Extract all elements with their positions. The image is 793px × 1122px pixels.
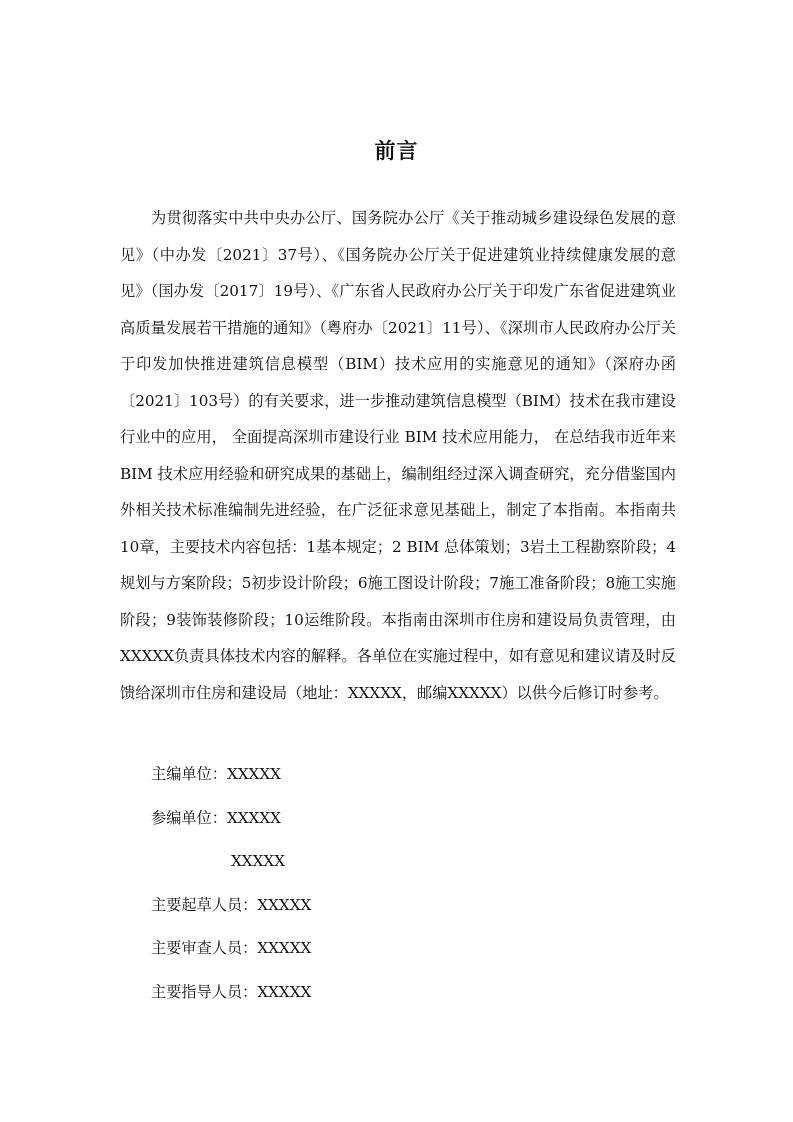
co-editor-value: XXXXX bbox=[226, 809, 281, 827]
main-reviewers-value: XXXXX bbox=[257, 939, 312, 957]
main-advisors-label: 主要指导人员： bbox=[151, 983, 258, 1001]
preface-paragraph: 为贯彻落实中共中央办公厅、国务院办公厅《关于推动城乡建设绿色发展的意见》（中办发〔2021〕37号）、《国务院办公厅关于促进建筑业持续健康发展的意见》（国办发〔2017〕19号）、《广东省人民政府办公厅关于印发广东省促进建筑业高质量发展若干措施的通知》（粤府办〔2021〕11号）、《深圳市人民政府办公厅关于印发加快推进建筑信息模型（BIM）技术应用的实施意见的通知》（深府办函〔2021〕103号）的有关要求，进一步推动建筑信息模型（BIM）技术在我市建设行业中的应用， 全面提高深圳市建设行业 BIM 技术应用能力， 在总结我市近年来 BIM 技术应用经验和研究成果的基础上，编制组经过深入调查研究，充分借鉴国内外相关技术标准编制先进经验，在广泛征求意见基础上，制定了本指南。本指南共10章，主要技术内容包括：1基本规定；2 BIM 总体策划；3岩土工程勘察阶段；4规划与方案阶段；5初步设计阶段；6施工图设计阶段；7施工准备阶段；8施工实施阶段；9装饰装修阶段；10运维阶段。本指南由深圳市住房和建设局负责管理，由XXXXX负责具体技术内容的解释。各单位在实施过程中，如有意见和建议请及时反馈给深圳市住房和建设局（地址：XXXXX，邮编XXXXX）以供今后修订时参考。 bbox=[120, 209, 676, 702]
main-advisors-line bbox=[151, 980, 311, 1004]
main-drafters-line bbox=[151, 893, 311, 917]
main-drafters-label: 主要起草人员： bbox=[151, 896, 258, 914]
co-editors-line bbox=[151, 806, 281, 830]
co-editors-label: 参编单位： bbox=[151, 809, 227, 827]
main-advisors-value: XXXXX bbox=[257, 983, 312, 1001]
co-editor-value-secondary: XXXXX bbox=[231, 852, 286, 870]
page-title: 前言 bbox=[374, 139, 419, 163]
main-reviewers-label: 主要审查人员： bbox=[151, 939, 258, 957]
editor-in-chief-line bbox=[151, 762, 281, 786]
main-reviewers-line bbox=[151, 936, 311, 960]
main-drafters-value: XXXXX bbox=[257, 896, 312, 914]
editor-in-chief-label: 主编单位： bbox=[151, 765, 227, 783]
editor-in-chief-value: XXXXX bbox=[226, 765, 281, 783]
